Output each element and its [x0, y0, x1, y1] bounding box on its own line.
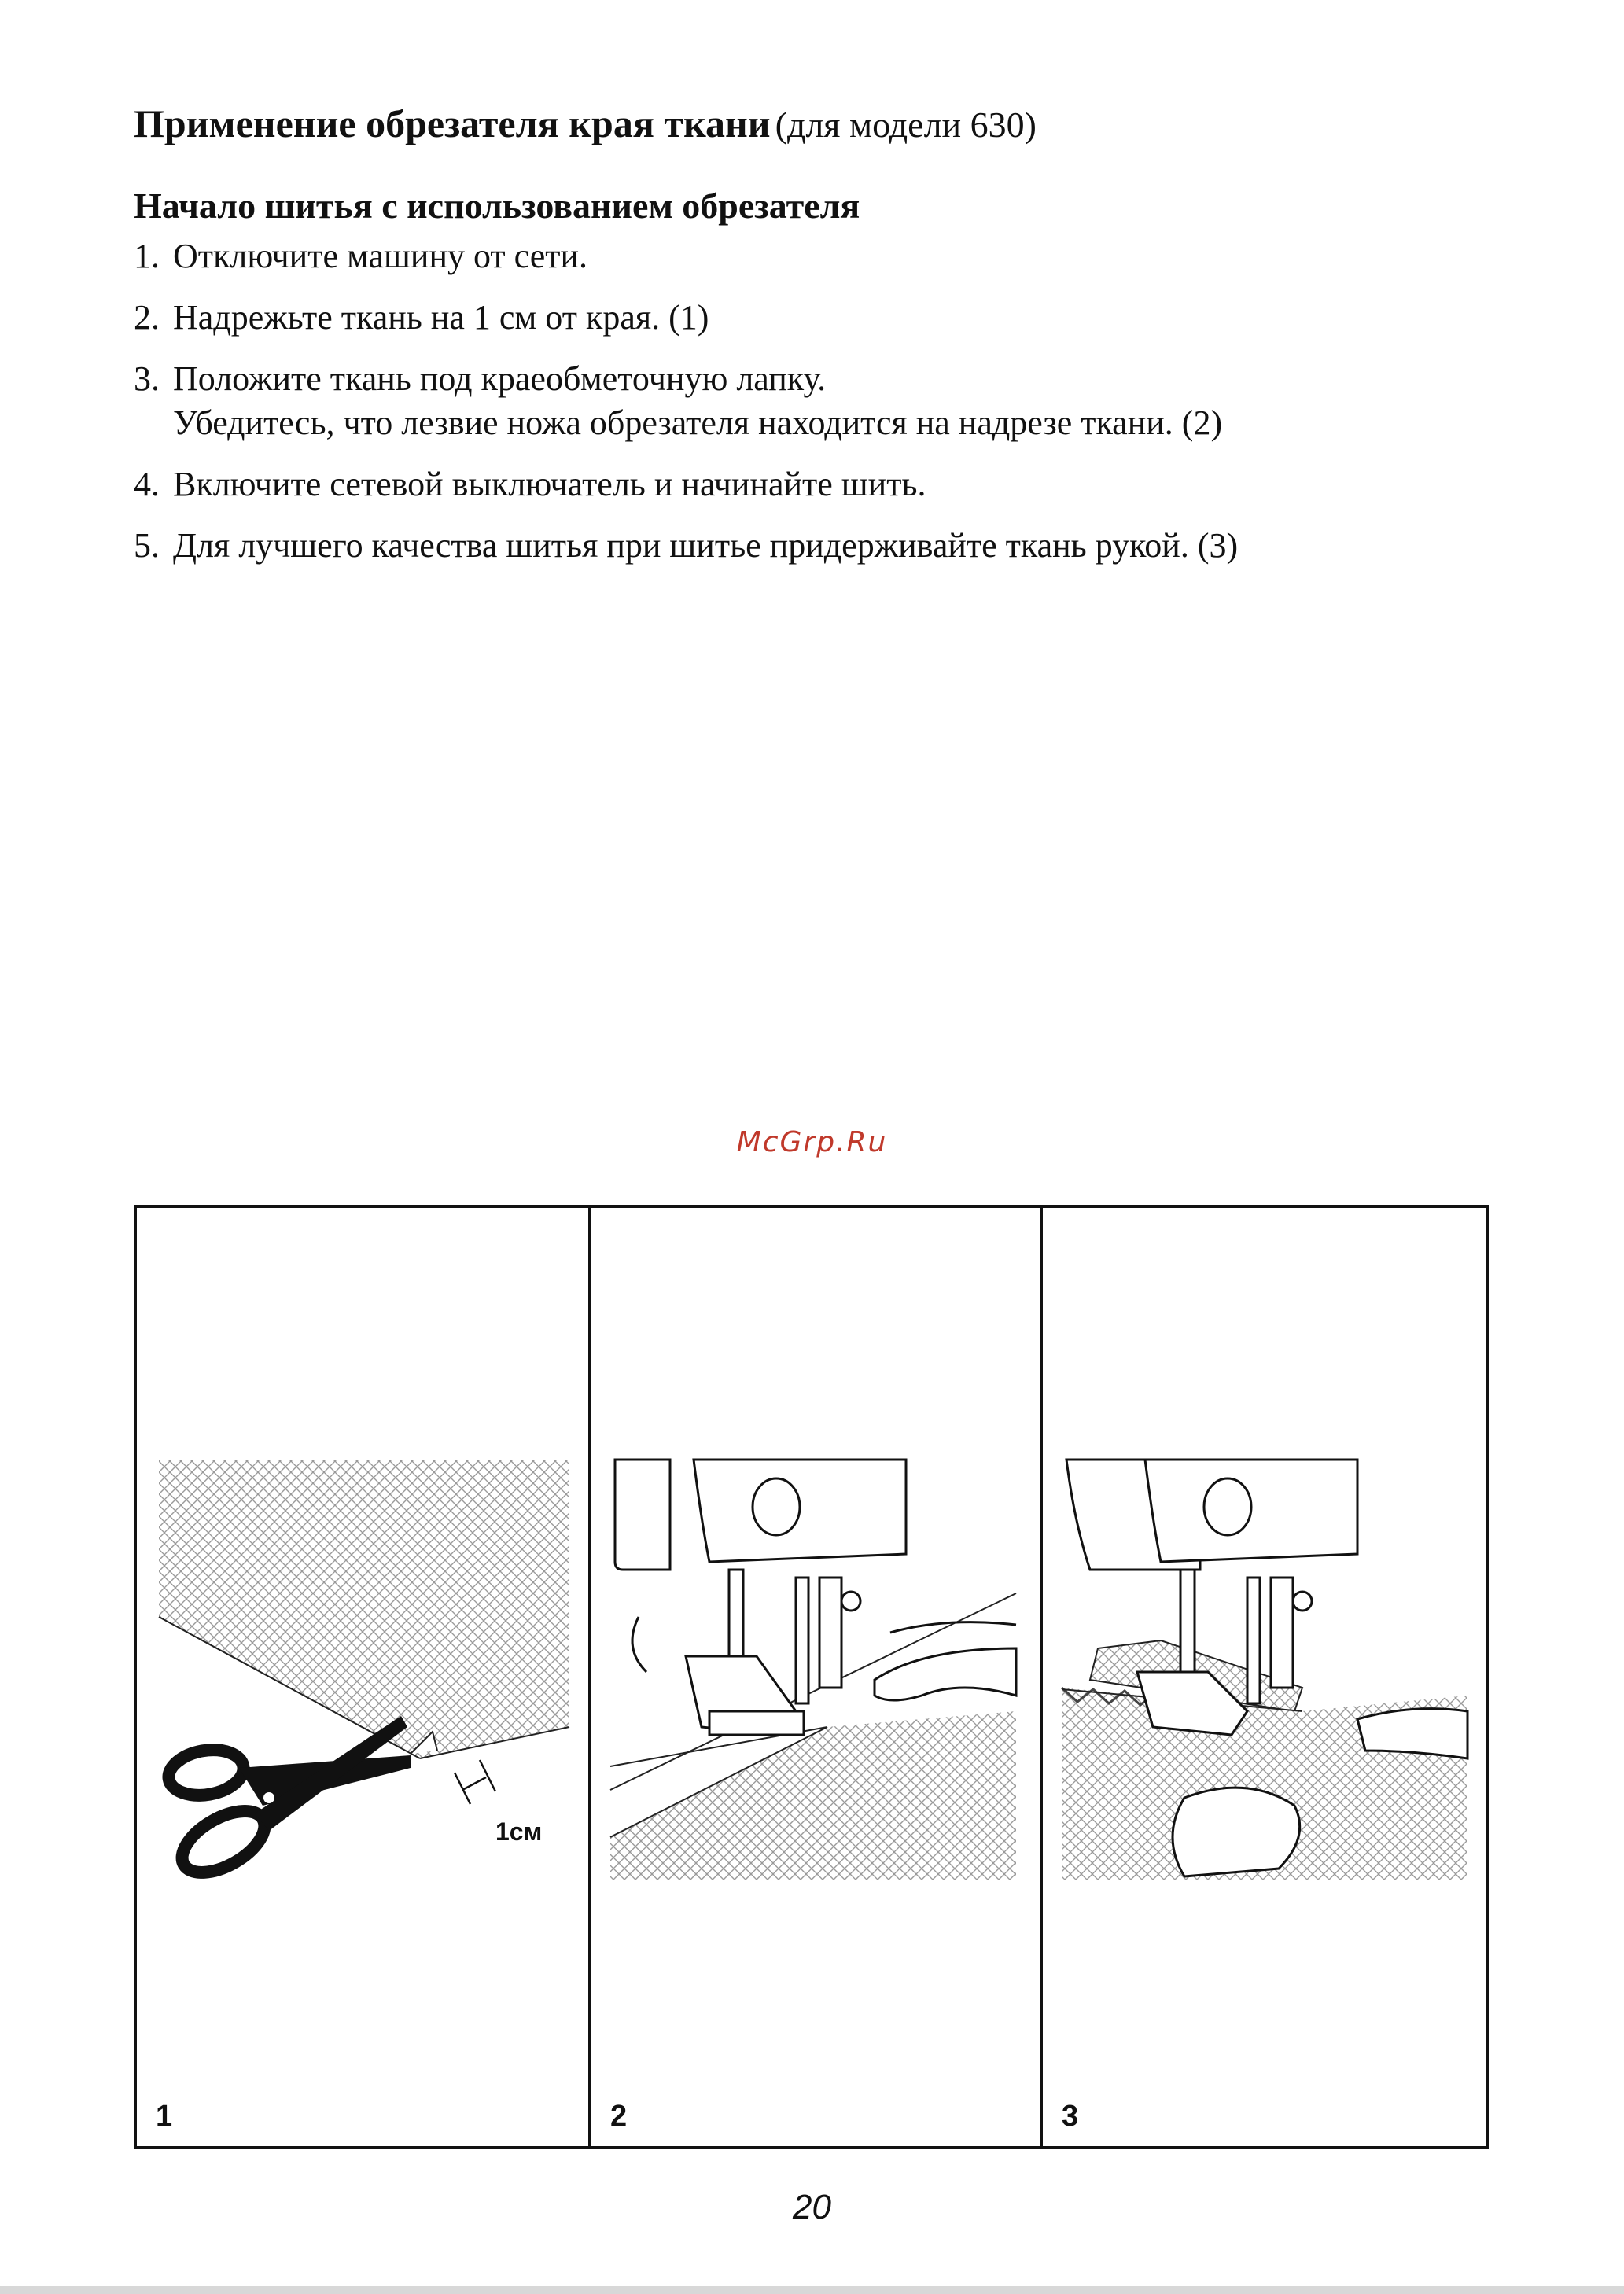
bottom-rule	[0, 2286, 1624, 2294]
figure-number: 2	[610, 2100, 628, 2133]
step-text: Надрежьте ткань на 1 см от края. (1)	[173, 298, 709, 337]
figure-panel-1	[137, 1208, 588, 2146]
figure-number: 3	[1062, 2100, 1079, 2133]
figure-panel-2	[588, 1208, 1040, 2146]
page-title: Применение обрезателя края ткани	[134, 101, 771, 145]
section-subtitle: Начало шитья с использованием обрезателя	[134, 186, 860, 226]
figure-box	[134, 1205, 1489, 2149]
step-item	[134, 234, 1238, 278]
step-number: 3.	[134, 359, 160, 398]
step-item	[134, 357, 1238, 445]
step-number: 5.	[134, 526, 160, 565]
hand-outline	[875, 1648, 1016, 1700]
step-item	[134, 462, 1238, 506]
machine-head	[615, 1460, 906, 1735]
fabric-piece	[610, 1711, 1016, 1880]
step-text: Для лучшего качества шитья при шитье придерживайте ткань рукой. (3)	[173, 526, 1239, 565]
step-text-continued: Убедитесь, что лезвие ножа обрезателя находится на надрезе ткани. (2)	[173, 403, 1223, 442]
hand-outline	[1173, 1788, 1300, 1876]
step-text: Отключите машину от сети.	[173, 237, 588, 275]
steps-list	[134, 234, 1238, 585]
page-heading	[134, 101, 1037, 146]
scissors-icon	[165, 1716, 411, 1885]
guiding-fabric-illustration	[1043, 1208, 1486, 2146]
step-number: 1.	[134, 237, 160, 275]
step-number: 4.	[134, 465, 160, 503]
step-text: Положите ткань под краеобметочную лапку.	[173, 359, 827, 398]
step-number: 2.	[134, 298, 160, 337]
model-note: (для модели 630)	[775, 105, 1037, 145]
step-item	[134, 524, 1238, 568]
figure-panel-3	[1040, 1208, 1486, 2146]
scissors-cut-illustration	[137, 1208, 588, 2146]
fabric-piece	[159, 1460, 569, 1758]
watermark: McGrp.Ru	[736, 1126, 888, 1158]
figure-number: 1	[156, 2100, 173, 2133]
page-number: 20	[793, 2188, 831, 2226]
dimension-marker	[455, 1760, 495, 1804]
step-text: Включите сетевой выключатель и начинайте шить.	[173, 465, 926, 503]
presser-foot-illustration	[591, 1208, 1040, 2146]
dimension-label: 1см	[495, 1817, 543, 1846]
step-item	[134, 296, 1238, 340]
